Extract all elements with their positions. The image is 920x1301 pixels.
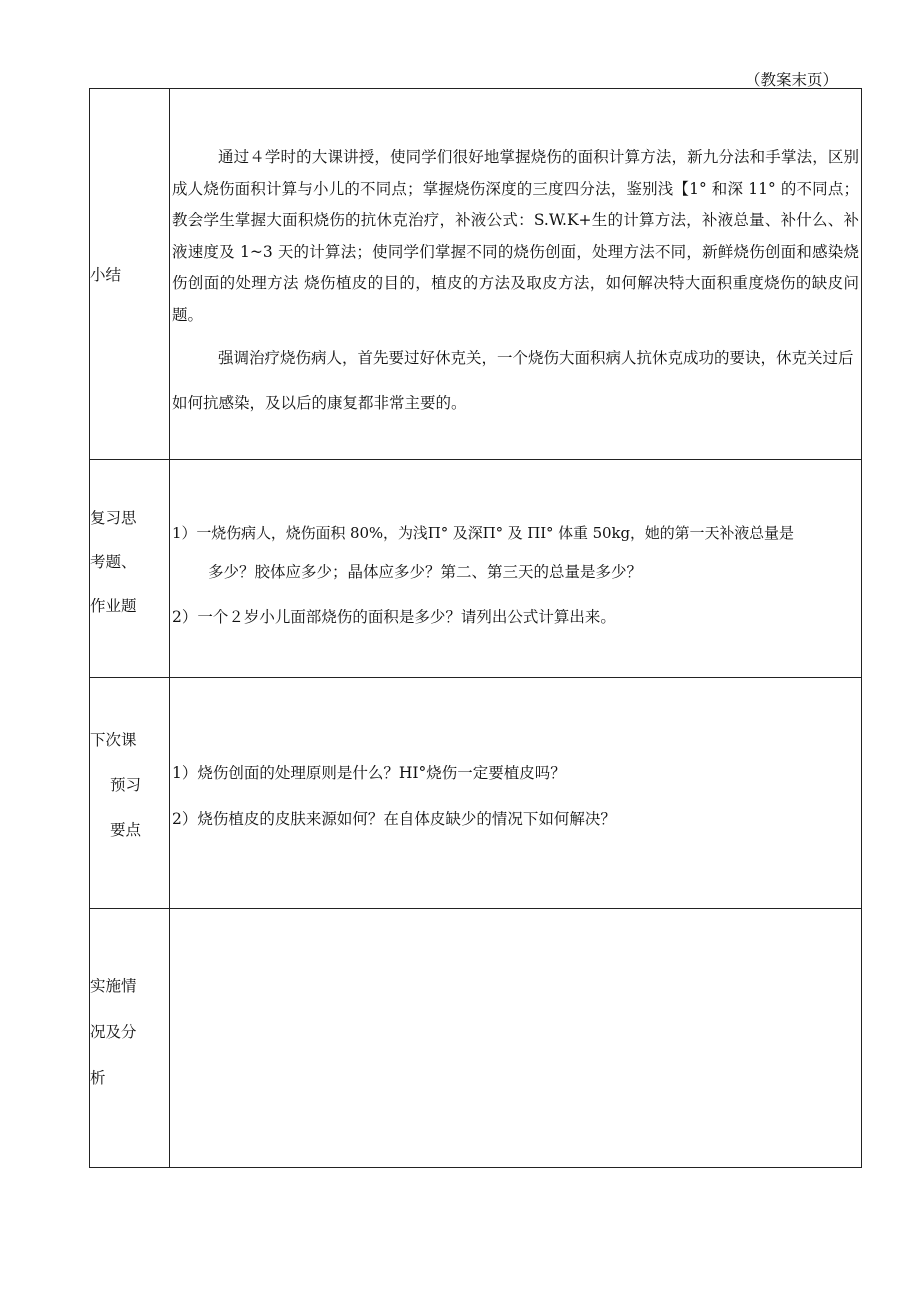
- summary-row: [90, 89, 862, 460]
- summary-label-cell: [90, 89, 170, 460]
- implementation-content-cell: [170, 909, 862, 1168]
- preview-label-cell: [90, 678, 170, 909]
- preview-label-line-3: 要点: [110, 821, 142, 839]
- review-label-line-1: 复习思: [90, 509, 137, 527]
- review-label-line-3: 作业题: [90, 597, 137, 615]
- lesson-plan-table: [89, 88, 862, 1168]
- preview-row: [90, 678, 862, 909]
- preview-label-line-2: 预习: [110, 776, 142, 794]
- implementation-row: [90, 909, 862, 1168]
- implementation-label-line-2: 况及分: [90, 1023, 137, 1041]
- review-question-1-continued: 多少？胶体应多少；晶体应多少？第二、第三天的总量是多少？: [208, 563, 643, 581]
- implementation-label-line-3: 析: [90, 1069, 106, 1087]
- implementation-label-cell: [90, 909, 170, 1168]
- preview-label-line-1: 下次课: [90, 731, 137, 749]
- implementation-label: [90, 909, 169, 1101]
- review-label-cell: [90, 460, 170, 678]
- review-question-1: 1）一烧伤病人，烧伤面积 80%，为浅Π° 及深Π° 及 ΠΙ° 体重 50kg，她的第一天补液总量是: [172, 524, 794, 542]
- summary-label: 小结: [90, 266, 122, 284]
- preview-label: [90, 678, 169, 853]
- implementation-label-line-1: 实施情: [90, 977, 137, 995]
- summary-content-cell: [170, 89, 862, 460]
- preview-question-2: 2）烧伤植皮的皮肤来源如何？在自体皮缺少的情况下如何解决？: [172, 810, 616, 828]
- review-question-2: 2）一个２岁小儿面部烧伤的面积是多少？请列出公式计算出来。: [172, 608, 616, 626]
- summary-paragraph-2: 强调治疗烧伤病人，首先要过好休克关，一个烧伤大面积病人抗休克成功的要诀，休克关过后如何抗感染，及以后的康复都非常主要的。: [172, 349, 854, 412]
- page-label: （教案末页）: [744, 71, 838, 89]
- review-label-line-2: 考题、: [90, 553, 137, 571]
- review-label: [90, 460, 169, 628]
- review-content-cell: [170, 460, 862, 678]
- summary-paragraph-1: 通过４学时的大课讲授，使同学们很好地掌握烧伤的面积计算方法，新九分法和手掌法，区别成人烧伤面积计算与小儿的不同点；掌握烧伤深度的三度四分法，鉴别浅【1° 和深 11° 的不同点；教会学生掌握大面积烧伤的抗休克治疗，补液公式：S.W.K+生的计算方法，补液总量、补什么、补液速度及 1~3 天的计算法；使同学们掌握不同的烧伤创面，处理方法不同，新鲜烧伤创面和感染烧伤创面的处理方法 烧伤植皮的目的，植皮的方法及取皮方法，如何解决特大面积重度烧伤的缺皮问题。: [172, 148, 859, 324]
- review-row: [90, 460, 862, 678]
- preview-content-cell: [170, 678, 862, 909]
- preview-question-1: 1）烧伤创面的处理原则是什么？HI°烧伤一定要植皮吗？: [172, 764, 566, 782]
